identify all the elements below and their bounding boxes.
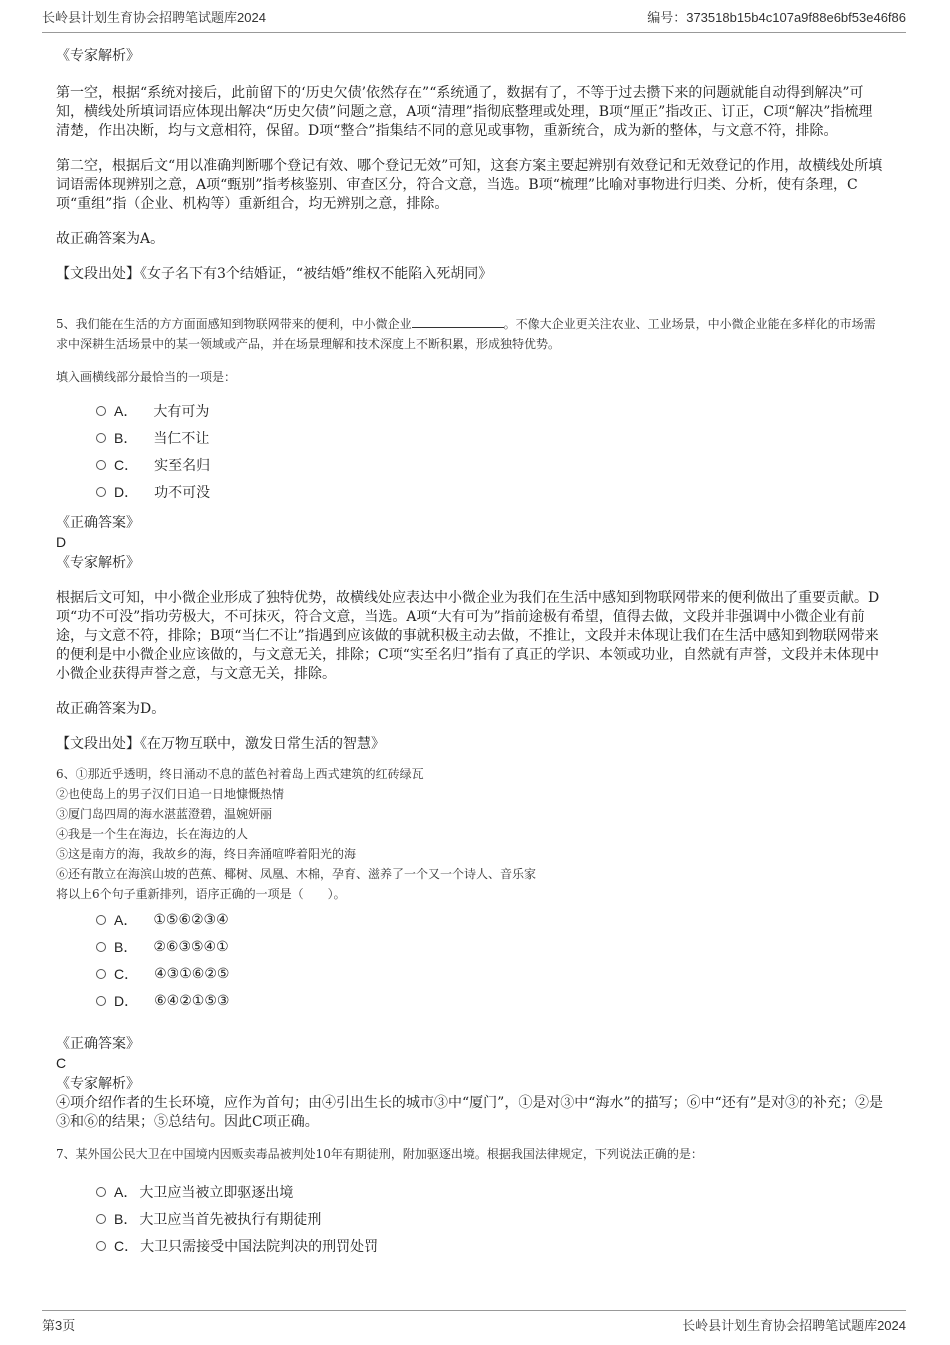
option-text: ①⑤⑥②③④ [153,911,229,928]
option-text: ⑥④②①⑤③ [154,992,230,1009]
q6-option-c[interactable] [96,960,886,987]
radio-icon[interactable] [96,433,106,443]
option-key: D． [114,992,139,1009]
radio-icon[interactable] [96,1214,106,1224]
q6-option-d[interactable] [96,987,886,1014]
expert-analysis-label: 《专家解析》 [56,48,140,64]
option-key: A． [114,911,138,928]
q6-answer-label: 《正确答案》 [56,1036,140,1052]
q6-line: 6、①那近乎透明，终日涌动不息的蓝色衬着岛上西式建筑的红砖绿瓦 [56,767,424,781]
page-footer [42,1310,906,1334]
q5-analysis: 根据后文可知，中小微企业形成了独特优势，故横线处应表达中小微企业为我们在生活中感知到物联网带来的便利做出了重要贡献。D项“功不可没”指功劳极大，不可抹灭，符合文意，当选。A项“大有可为”指前途极有希望，值得去做，文段并非强调中小微企业有前途，与文意不符，排除；B项“当仁不让”指遇到应该做的事就积极主动去做，不推让，文段并未体现让我们在生活中感知到物联网带来的便利是中小微企业应该做的，与文意无关，排除；C项“实至名归”指有了真正的学识、本领或功业，自然就有声誉，文段并未体现中小微企业获得声誉之意，与文意无关，排除。 [56,590,880,682]
option-key: B． [114,1210,138,1227]
q7-option-a[interactable] [96,1178,886,1205]
q7-options [56,1178,886,1259]
radio-icon[interactable] [96,996,106,1006]
option-text: 大卫应当首先被执行有期徒刑 [139,1211,322,1228]
q5-prompt: 填入画横线部分最恰当的一项是： [56,370,237,384]
q5-answer: D [56,534,67,550]
radio-icon[interactable] [96,1187,106,1197]
footer-title: 长岭县计划生育协会招聘笔试题库2024 [682,1318,906,1333]
q6-line: ③厦门岛四周的海水湛蓝澄碧，温婉妍丽 [56,807,273,821]
option-text: ②⑥③⑤④① [153,938,229,955]
option-text: 功不可没 [154,484,211,501]
option-key: D． [114,483,139,500]
q6-stem [56,764,886,904]
radio-icon[interactable] [96,1241,106,1251]
q6-analysis: ④项介绍作者的生长环境，应作为首句；由④引出生长的城市③中“厦门”，①是对③中“海水”的描写；⑥中“还有”是对③的补充；②是③和⑥的结果；⑤总结句。因此C项正确。 [56,1095,883,1130]
radio-icon[interactable] [96,406,106,416]
q6-option-b[interactable] [96,933,886,960]
option-text: 大卫应当被立即驱逐出境 [139,1184,294,1201]
option-key: C． [114,1237,139,1254]
option-key: A． [114,1183,138,1200]
option-key: C． [114,965,139,982]
option-key: A． [114,402,138,419]
page-content [56,44,886,1259]
page-header [42,0,906,33]
radio-icon[interactable] [96,915,106,925]
option-text: 实至名归 [154,457,211,474]
q5-blank [412,315,504,328]
q5-conclusion: 故正确答案为D。 [56,701,166,717]
header-doc-id: 编号：373518b15b4c107a9f88e6bf53e46f86 [647,9,906,25]
q5-stem-part-a: 5、我们能在生活的方方面面感知到物联网带来的便利，中小微企业 [56,317,412,331]
radio-icon[interactable] [96,942,106,952]
q4-source: 【文段出处】《女子名下有3个结婚证，“被结婚”维权不能陷入死胡同》 [56,266,493,282]
q6-question: 将以上6个句子重新排列，语序正确的一项是（ ）。 [56,887,346,901]
q5-stem [56,314,886,354]
option-text: 大有可为 [153,403,210,420]
radio-icon[interactable] [96,969,106,979]
option-key: C． [114,456,139,473]
q4-conclusion: 故正确答案为A。 [56,231,165,247]
q6-line: ②也使岛上的男子汉们日追一日地慷慨热情 [56,787,285,801]
q6-option-a[interactable] [96,906,886,933]
q7-option-b[interactable] [96,1205,886,1232]
q7-option-c[interactable] [96,1232,886,1259]
q5-option-d[interactable] [96,478,886,505]
option-key: B． [114,938,138,955]
q6-line: ⑥还有散立在海滨山坡的芭蕉、椰树、凤凰、木棉，孕育、滋养了一个又一个诗人、音乐家 [56,867,537,881]
q5-option-a[interactable] [96,397,886,424]
q4-analysis-p2: 第二空，根据后文“用以准确判断哪个登记有效、哪个登记无效”可知，这套方案主要起辨别有效登记和无效登记的作用，故横线处所填词语需体现辨别之意，A项“甄别”指考核鉴别、审查区分，符合文意，当选。B项“梳理”比喻对事物进行归类、分析，使有条理，C项“重组”指（企业、机构等）重新组合，均无辨别之意，排除。 [56,158,883,212]
radio-icon[interactable] [96,487,106,497]
option-text: 大卫只需接受中国法院判决的刑罚处罚 [140,1238,379,1255]
header-title: 长岭县计划生育协会招聘笔试题库2024 [42,9,266,25]
option-text: 当仁不让 [153,430,210,447]
radio-icon[interactable] [96,460,106,470]
q6-line: ④我是一个生在海边，长在海边的人 [56,827,249,841]
q6-answer: C [56,1055,67,1071]
q5-options [56,397,886,505]
q6-line: ⑤这是南方的海，我故乡的海，终日奔涌喧哗着阳光的海 [56,847,357,861]
option-key: B． [114,429,138,446]
q7-stem: 7、某外国公民大卫在中国境内因贩卖毒品被判处10年有期徒刑，附加驱逐出境。根据我国法律规定，下列说法正确的是： [56,1147,703,1161]
q4-analysis-p1: 第一空，根据“系统对接后，此前留下的‘历史欠债’依然存在”“系统通了，数据有了，不等于过去攒下来的问题就能自动得到解决”可知，横线处所填词语应体现出解决“历史欠债”问题之意，A项“清理”指彻底整理或处理，B项“厘正”指改正、订正，C项“解决”指梳理清楚，作出决断，均与文意相符，保留。D项“整合”指集结不同的意见或事物，重新统合，成为新的整体，与文意不符，排除。 [56,85,873,139]
q5-option-b[interactable] [96,424,886,451]
q5-answer-label: 《正确答案》 [56,515,140,531]
q5-option-c[interactable] [96,451,886,478]
page-number: 第3页 [42,1318,76,1333]
option-text: ④③①⑥②⑤ [154,965,230,982]
q5-expert-label: 《专家解析》 [56,555,140,571]
q6-expert-label: 《专家解析》 [56,1076,140,1092]
q5-source: 【文段出处】《在万物互联中，激发日常生活的智慧》 [56,736,385,752]
q6-options [56,906,886,1014]
q5-stem-part-b: 。不像大企业更关注农业、工业场景，中小微企业能在多样化的市场需求中深耕生活场景中的某一领域或产品，并在场景理解和技术深度上不断积累，形成独特优势。 [56,317,876,351]
